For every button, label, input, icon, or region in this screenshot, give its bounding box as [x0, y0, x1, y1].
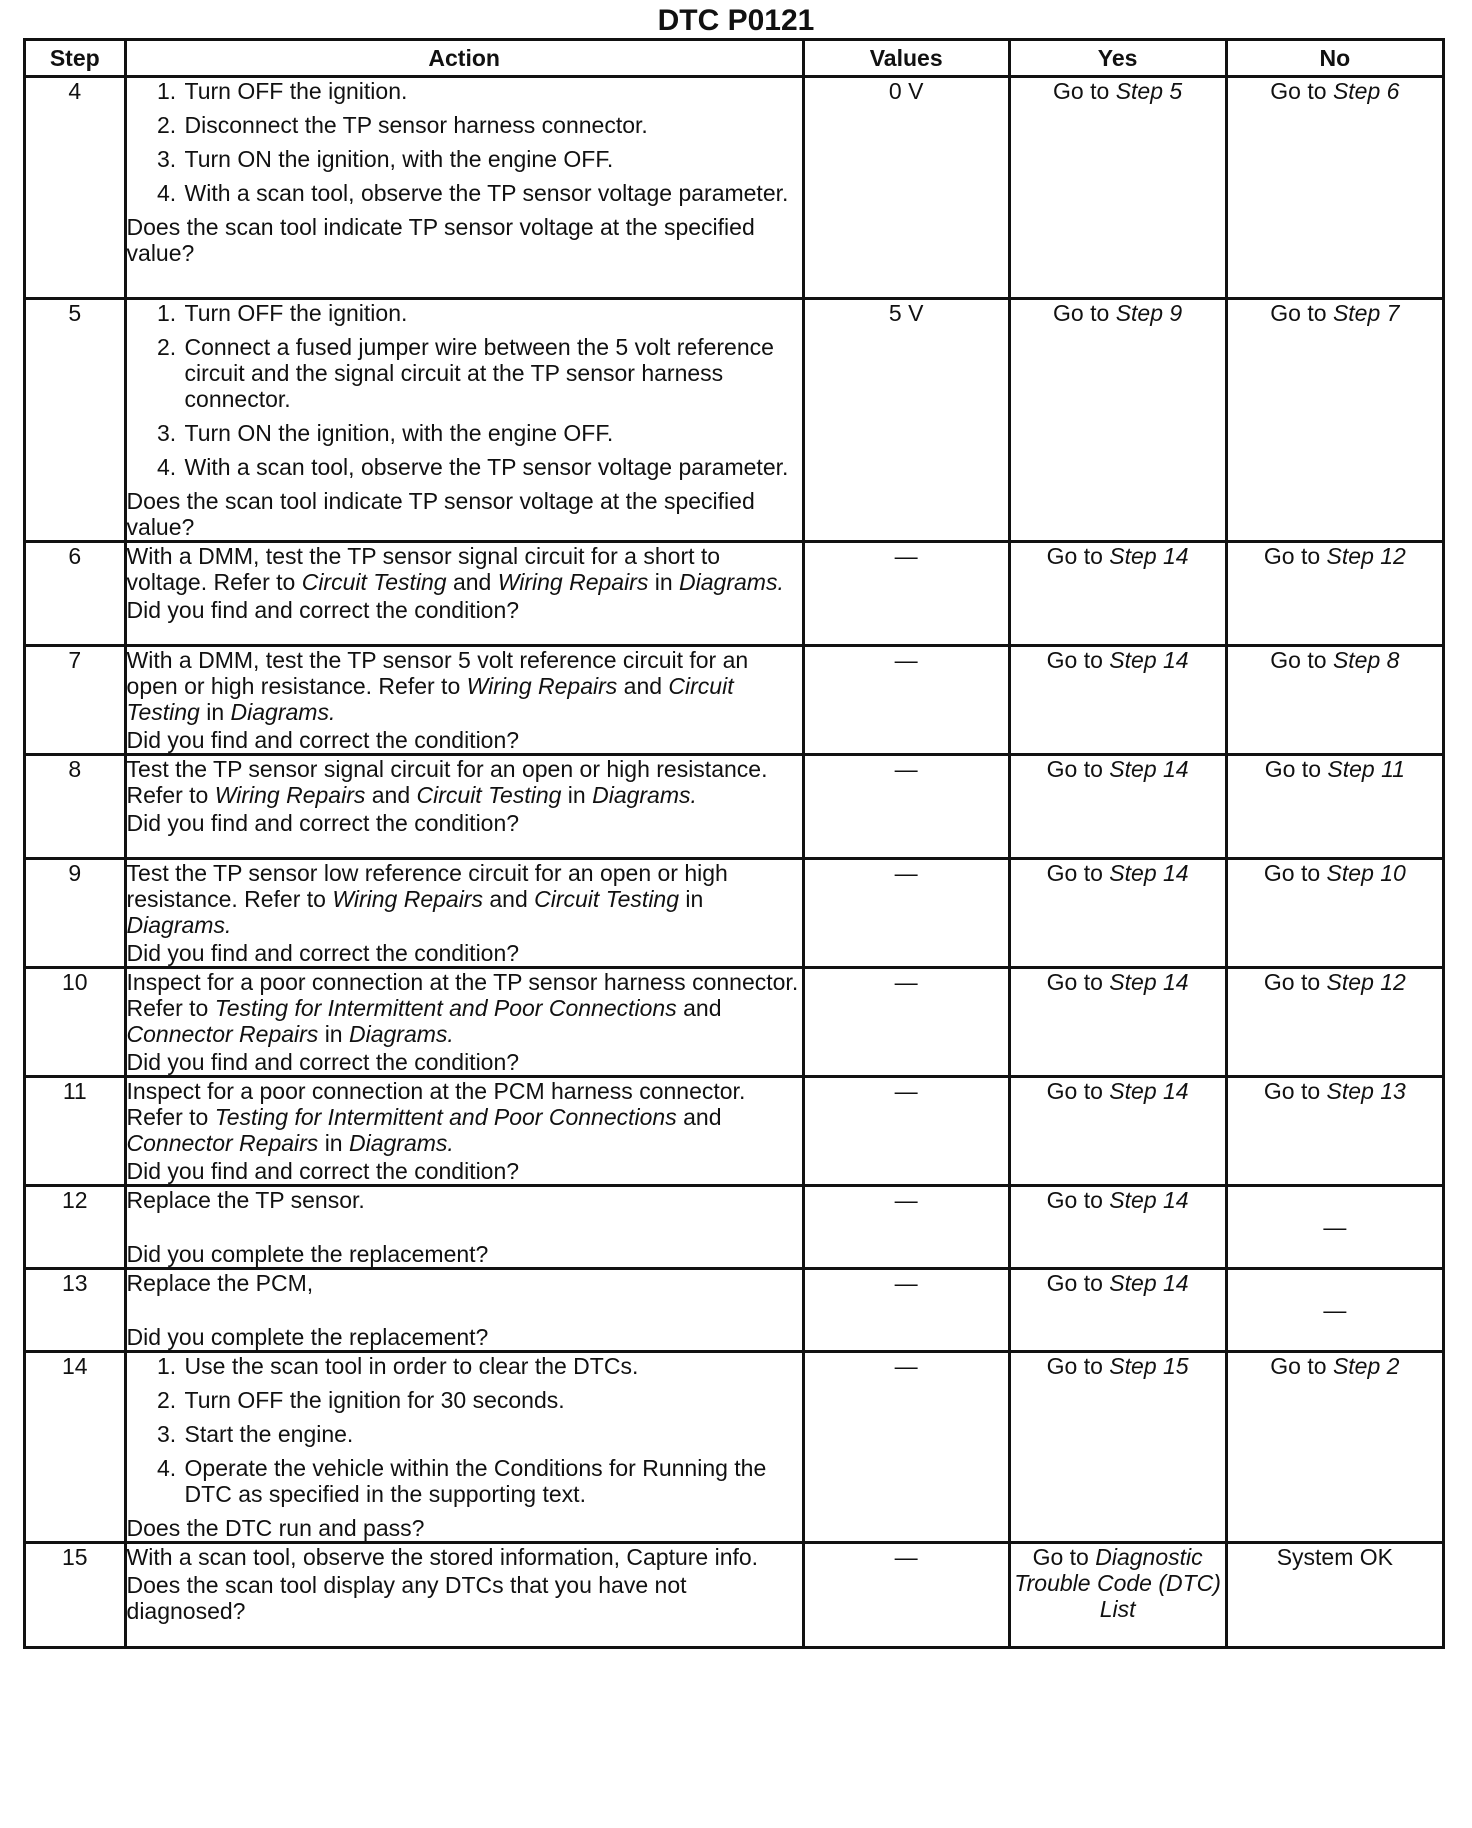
action-question: Did you find and correct the condition?	[126, 727, 520, 753]
action-text: Test the TP sensor low reference circuit for an open or high resistance.	[126, 860, 728, 912]
diagnostic-table	[23, 38, 1445, 1649]
no-step-link: Step 12	[1326, 969, 1406, 995]
action-step-item: 2. Turn OFF the ignition for 30 seconds.	[183, 1387, 802, 1413]
action-instruction	[127, 1270, 802, 1296]
value-cell: —	[803, 1269, 1009, 1352]
no-cell	[1226, 1077, 1443, 1186]
yes-cell	[1009, 542, 1226, 646]
reference-link: Circuit Testing	[301, 569, 447, 595]
action-text: Inspect for a poor connection at the TP sensor harness connector.	[126, 969, 799, 995]
action-step-item: 1. Turn OFF the ignition.	[183, 300, 802, 326]
goto-label: Go to	[1270, 647, 1327, 673]
goto-label: Go to	[1053, 78, 1110, 104]
action-cell	[125, 542, 803, 646]
goto-label: Go to	[1046, 756, 1103, 782]
goto-label: Go to	[1263, 969, 1321, 995]
action-text: in	[324, 1021, 343, 1047]
no-cell	[1226, 77, 1443, 299]
goto-label: Go to	[1046, 1353, 1103, 1379]
reference-link: Diagrams.	[126, 912, 232, 938]
yes-step-link: Step 14	[1109, 860, 1189, 886]
refer-text: Refer to	[126, 995, 209, 1021]
yes-step-link: Step 14	[1109, 1270, 1189, 1296]
value-cell: 0 V	[803, 77, 1009, 299]
step-number: 5	[25, 299, 126, 542]
action-instruction	[127, 1078, 802, 1156]
no-step-link: Step 6	[1332, 78, 1400, 104]
yes-step-link: Step 14	[1109, 647, 1189, 673]
action-text: and	[452, 569, 492, 595]
action-text: With a scan tool, observe the stored information, Capture info.	[126, 1544, 759, 1570]
value-cell: —	[803, 542, 1009, 646]
action-step-item: 4. With a scan tool, observe the TP sensor voltage parameter.	[183, 180, 802, 206]
reference-link: Diagrams.	[348, 1021, 454, 1047]
reference-link: Diagrams.	[679, 569, 784, 595]
action-instruction	[127, 756, 802, 808]
yes-cell	[1009, 1269, 1226, 1352]
reference-link: Wiring Repairs	[214, 782, 366, 808]
spacer	[127, 1213, 802, 1239]
yes-step-link: Diagnostic Trouble Code (DTC) List	[1014, 1544, 1221, 1622]
refer-text: Refer to	[378, 673, 461, 699]
reference-link: Wiring Repairs	[497, 569, 649, 595]
header-action: Action	[125, 40, 803, 77]
goto-label: Go to	[1263, 860, 1321, 886]
value-cell: —	[803, 646, 1009, 755]
goto-label: Go to	[1263, 543, 1321, 569]
action-text: Test the TP sensor signal circuit for an open or high resistance.	[126, 756, 768, 782]
step-number: 11	[25, 1077, 126, 1186]
action-cell	[125, 646, 803, 755]
goto-label: Go to	[1046, 647, 1103, 673]
reference-link: Wiring Repairs	[466, 673, 618, 699]
action-text: and	[623, 673, 663, 699]
goto-label: Go to	[1053, 300, 1110, 326]
action-question: Did you find and correct the condition?	[126, 1049, 520, 1075]
no-cell	[1226, 859, 1443, 968]
action-step-item: 4. Operate the vehicle within the Conditions for Running the DTC as specified in the supporting text.	[183, 1455, 802, 1507]
table-row	[25, 1077, 1444, 1186]
action-step-item: 3. Turn ON the ignition, with the engine OFF.	[183, 420, 802, 446]
action-step-list	[127, 78, 802, 206]
refer-text: Refer to	[126, 1104, 209, 1130]
goto-label: Go to	[1046, 1187, 1103, 1213]
yes-cell	[1009, 299, 1226, 542]
table-row	[25, 542, 1444, 646]
action-instruction	[127, 543, 802, 595]
action-text: With a DMM, test the TP sensor 5 volt reference circuit for an open or high resistance.	[126, 647, 749, 699]
goto-label: Go to	[1046, 969, 1103, 995]
goto-label: Go to	[1032, 1544, 1089, 1570]
table-row	[25, 1269, 1444, 1352]
goto-label: Go to	[1046, 1078, 1103, 1104]
yes-step-link: Step 5	[1115, 78, 1183, 104]
no-cell	[1226, 968, 1443, 1077]
action-text: and	[683, 995, 722, 1021]
yes-cell	[1009, 1352, 1226, 1543]
reference-link: Diagrams.	[348, 1130, 454, 1156]
table-row	[25, 299, 1444, 542]
action-question: Did you find and correct the condition?	[126, 810, 520, 836]
action-step-item: 1. Turn OFF the ignition.	[183, 78, 802, 104]
no-step-link: Step 2	[1332, 1353, 1400, 1379]
value-cell: —	[803, 859, 1009, 968]
step-number: 7	[25, 646, 126, 755]
yes-cell	[1009, 968, 1226, 1077]
action-step-item: 2. Connect a fused jumper wire between the 5 volt reference circuit and the signal circuit at the TP sensor harness connector.	[183, 334, 802, 412]
yes-cell	[1009, 1077, 1226, 1186]
no-step-link: Step 10	[1326, 860, 1406, 886]
action-text: in	[654, 569, 673, 595]
value-cell: —	[803, 1186, 1009, 1269]
action-instruction	[127, 647, 802, 725]
reference-link: Testing for Intermittent and Poor Connections	[214, 995, 677, 1021]
header-no: No	[1226, 40, 1443, 77]
table-row	[25, 755, 1444, 859]
action-question: Did you find and correct the condition?	[126, 597, 520, 623]
reference-link: Wiring Repairs	[332, 886, 483, 912]
action-cell	[125, 1269, 803, 1352]
table-row	[25, 77, 1444, 299]
no-result: —	[1323, 1214, 1347, 1240]
action-question: Does the scan tool display any DTCs that you have not diagnosed?	[126, 1572, 687, 1624]
spacer	[127, 1296, 802, 1322]
action-cell	[125, 1352, 803, 1543]
value-cell: —	[803, 755, 1009, 859]
no-cell	[1226, 1269, 1443, 1352]
action-step-list	[127, 1353, 802, 1507]
reference-link: Circuit Testing	[416, 782, 562, 808]
action-text: and	[489, 886, 528, 912]
reference-link: Circuit Testing	[126, 673, 734, 725]
reference-link: Circuit Testing	[534, 886, 680, 912]
action-step-item: 3. Turn ON the ignition, with the engine OFF.	[183, 146, 802, 172]
goto-label: Go to	[1270, 300, 1327, 326]
action-step-item: 1. Use the scan tool in order to clear the DTCs.	[183, 1353, 802, 1379]
action-text: in	[206, 699, 225, 725]
action-instruction	[127, 860, 802, 938]
refer-text: Refer to	[244, 886, 326, 912]
no-step-link: Step 12	[1326, 543, 1406, 569]
value-cell: 5 V	[803, 299, 1009, 542]
no-result: —	[1323, 1297, 1347, 1323]
goto-label: Go to	[1046, 543, 1103, 569]
step-number: 4	[25, 77, 126, 299]
action-cell	[125, 77, 803, 299]
no-step-link: Step 13	[1326, 1078, 1406, 1104]
no-cell	[1226, 299, 1443, 542]
yes-cell	[1009, 1543, 1226, 1648]
step-number: 8	[25, 755, 126, 859]
header-step: Step	[25, 40, 126, 77]
action-cell	[125, 968, 803, 1077]
action-question: Did you complete the replacement?	[126, 1241, 489, 1267]
yes-step-link: Step 14	[1109, 543, 1189, 569]
no-result: System OK	[1276, 1544, 1394, 1570]
step-number: 13	[25, 1269, 126, 1352]
table-row	[25, 968, 1444, 1077]
no-step-link: Step 7	[1332, 300, 1400, 326]
yes-step-link: Step 14	[1109, 969, 1189, 995]
no-cell	[1226, 755, 1443, 859]
yes-step-link: Step 14	[1109, 756, 1189, 782]
no-cell	[1226, 1543, 1443, 1648]
yes-step-link: Step 14	[1109, 1078, 1189, 1104]
step-number: 12	[25, 1186, 126, 1269]
reference-link: Diagrams.	[592, 782, 697, 808]
value-cell: —	[803, 1077, 1009, 1186]
refer-text: Refer to	[213, 569, 296, 595]
value-cell: —	[803, 1352, 1009, 1543]
goto-label: Go to	[1046, 1270, 1103, 1296]
yes-cell	[1009, 77, 1226, 299]
action-question: Does the DTC run and pass?	[126, 1515, 425, 1541]
page-title: DTC P0121	[657, 4, 815, 37]
step-number: 10	[25, 968, 126, 1077]
no-cell	[1226, 542, 1443, 646]
action-question: Does the scan tool indicate TP sensor voltage at the specified value?	[126, 214, 755, 266]
action-question: Did you complete the replacement?	[126, 1324, 489, 1350]
action-step-item: 2. Disconnect the TP sensor harness connector.	[183, 112, 802, 138]
action-cell	[125, 1186, 803, 1269]
action-question: Did you find and correct the condition?	[126, 940, 520, 966]
goto-label: Go to	[1270, 1353, 1327, 1379]
yes-step-link: Step 14	[1109, 1187, 1189, 1213]
action-cell	[125, 299, 803, 542]
goto-label: Go to	[1270, 78, 1327, 104]
yes-step-link: Step 15	[1109, 1353, 1189, 1379]
no-step-link: Step 8	[1332, 647, 1400, 673]
action-text: Inspect for a poor connection at the PCM harness connector.	[126, 1078, 746, 1104]
reference-link: Testing for Intermittent and Poor Connections	[214, 1104, 677, 1130]
action-cell	[125, 1543, 803, 1648]
action-instruction	[127, 1544, 802, 1570]
step-number: 15	[25, 1543, 126, 1648]
action-text: in	[324, 1130, 343, 1156]
action-text: With a DMM, test the TP sensor signal circuit for a short to voltage.	[126, 543, 721, 595]
action-text: Replace the TP sensor.	[126, 1187, 365, 1213]
table-row	[25, 646, 1444, 755]
goto-label: Go to	[1263, 1078, 1321, 1104]
value-cell: —	[803, 968, 1009, 1077]
table-header-row	[25, 40, 1444, 77]
value-cell: —	[803, 1543, 1009, 1648]
yes-cell	[1009, 859, 1226, 968]
reference-link: Connector Repairs	[126, 1130, 319, 1156]
action-step-list	[127, 300, 802, 480]
step-number: 14	[25, 1352, 126, 1543]
action-cell	[125, 755, 803, 859]
yes-cell	[1009, 1186, 1226, 1269]
reference-link: Diagrams.	[230, 699, 336, 725]
table-row	[25, 1543, 1444, 1648]
step-number: 6	[25, 542, 126, 646]
action-instruction	[127, 1187, 802, 1213]
yes-step-link: Step 9	[1115, 300, 1183, 326]
table-row	[25, 859, 1444, 968]
action-text: and	[683, 1104, 722, 1130]
reference-link: Connector Repairs	[126, 1021, 319, 1047]
action-step-item: 3. Start the engine.	[183, 1421, 802, 1447]
action-step-item: 4. With a scan tool, observe the TP sensor voltage parameter.	[183, 454, 802, 480]
yes-cell	[1009, 755, 1226, 859]
action-text: in	[685, 886, 704, 912]
goto-label: Go to	[1264, 756, 1321, 782]
action-instruction	[127, 969, 802, 1047]
action-cell	[125, 859, 803, 968]
table-row	[25, 1186, 1444, 1269]
action-question: Did you find and correct the condition?	[126, 1158, 520, 1184]
table-row	[25, 1352, 1444, 1543]
no-cell	[1226, 1352, 1443, 1543]
no-cell	[1226, 1186, 1443, 1269]
no-step-link: Step 11	[1327, 756, 1405, 782]
header-yes: Yes	[1009, 40, 1226, 77]
action-question: Does the scan tool indicate TP sensor voltage at the specified value?	[126, 488, 755, 540]
action-cell	[125, 1077, 803, 1186]
yes-cell	[1009, 646, 1226, 755]
goto-label: Go to	[1046, 860, 1103, 886]
header-values: Values	[803, 40, 1009, 77]
refer-text: Refer to	[126, 782, 209, 808]
action-text: and	[371, 782, 411, 808]
action-text: in	[567, 782, 586, 808]
no-cell	[1226, 646, 1443, 755]
action-text: Replace the PCM,	[126, 1270, 314, 1296]
step-number: 9	[25, 859, 126, 968]
